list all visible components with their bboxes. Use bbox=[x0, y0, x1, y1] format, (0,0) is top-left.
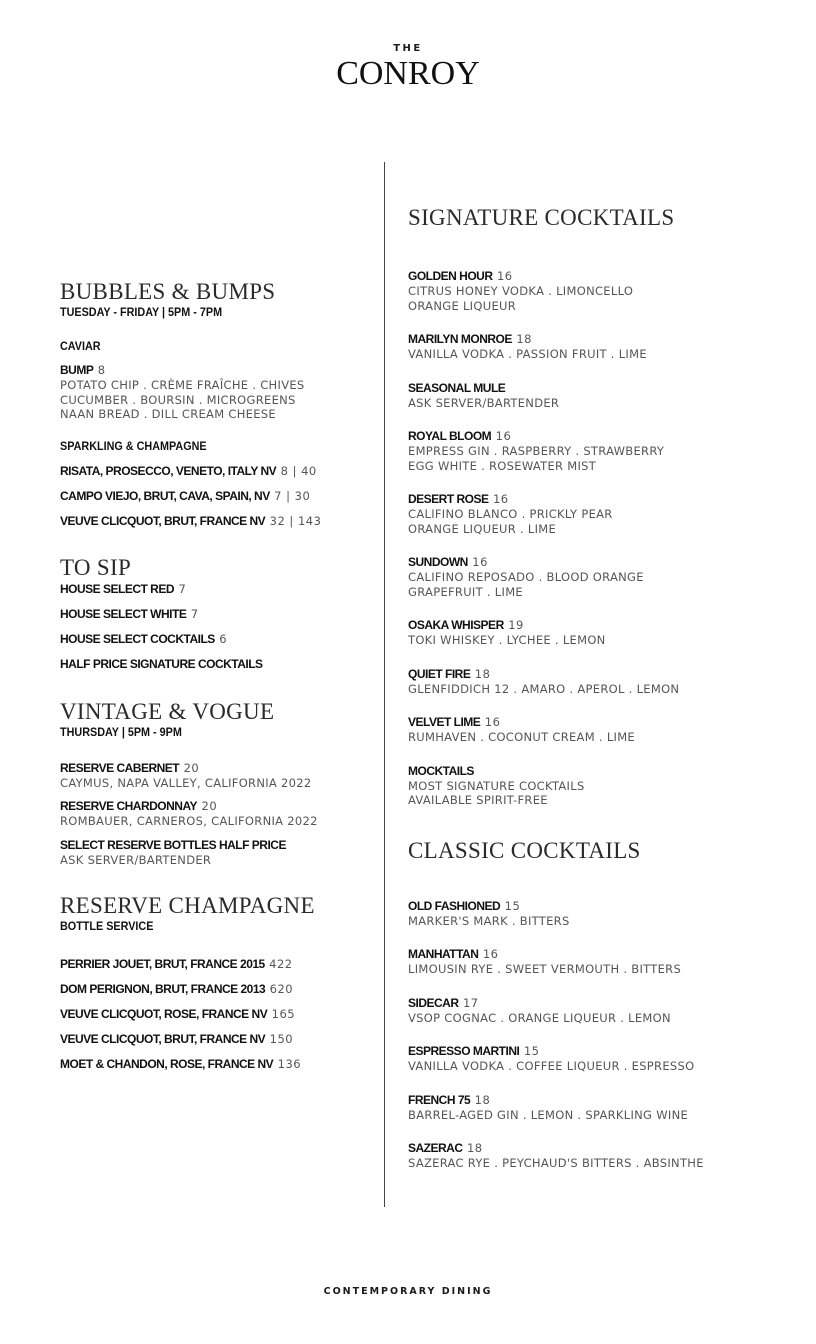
caviar-heading: CAVIAR bbox=[60, 339, 101, 353]
menu-item bbox=[408, 617, 788, 648]
menu-item bbox=[60, 513, 360, 529]
item-price: 16 bbox=[484, 715, 501, 729]
menu-item bbox=[60, 488, 360, 504]
item-desc: AVAILABLE SPIRIT-FREE bbox=[408, 793, 548, 807]
item-name: RISATA, PROSECCO, VENETO, ITALY NV bbox=[60, 463, 277, 478]
menu-item bbox=[60, 581, 360, 597]
item-price: 422 bbox=[269, 957, 293, 971]
item-name: ESPRESSO MARTINI bbox=[408, 1044, 520, 1058]
item-price: 15 bbox=[523, 1044, 540, 1058]
menu-item bbox=[60, 981, 360, 997]
item-name: VELVET LIME bbox=[408, 715, 481, 729]
item-name: FRENCH 75 bbox=[408, 1092, 471, 1107]
item-desc: POTATO CHIP . CRÈME FRAÎCHE . CHIVES bbox=[60, 378, 305, 392]
footer-tagline: CONTEMPORARY DINING bbox=[323, 1286, 493, 1297]
item-name: BUMP bbox=[60, 363, 94, 377]
item-name: SAZERAC bbox=[408, 1141, 463, 1155]
item-desc: GLENFIDDICH 12 . AMARO . APEROL . LEMON bbox=[408, 681, 680, 696]
item-desc: VSOP COGNAC . ORANGE LIQUEUR . LEMON bbox=[408, 1010, 671, 1025]
item-price: 620 bbox=[269, 982, 294, 996]
item-price: 32 | 143 bbox=[269, 513, 322, 528]
item-price: 16 bbox=[472, 555, 488, 569]
menu-item bbox=[60, 362, 360, 378]
section-vintage-vogue bbox=[60, 699, 360, 868]
item-name: OLD FASHIONED bbox=[408, 898, 501, 913]
item-desc: RUMHAVEN . COCONUT CREAM . LIME bbox=[408, 730, 636, 744]
section-title: VINTAGE & VOGUE bbox=[60, 698, 275, 724]
menu-item bbox=[408, 763, 788, 808]
item-name: SUNDOWN bbox=[408, 555, 468, 569]
item-desc: EGG WHITE . ROSEWATER MIST bbox=[408, 458, 597, 473]
item-desc: ASK SERVER/BARTENDER bbox=[60, 852, 212, 867]
section-title: BUBBLES & BUMPS bbox=[60, 279, 276, 304]
menu-item bbox=[60, 956, 360, 972]
item-name: HOUSE SELECT RED bbox=[60, 581, 175, 596]
menu-item bbox=[60, 463, 360, 479]
menu-item bbox=[60, 760, 360, 776]
sparkling-heading: SPARKLING & CHAMPAGNE bbox=[60, 438, 207, 453]
menu-item bbox=[408, 428, 788, 473]
item-name: MOET & CHANDON, ROSE, FRANCE NV bbox=[60, 1057, 274, 1071]
item-price: 7 | 30 bbox=[274, 488, 311, 503]
menu-item bbox=[408, 554, 788, 599]
item-price: 17 bbox=[462, 995, 479, 1010]
item-name: VEUVE CLICQUOT, BRUT, FRANCE NV bbox=[60, 513, 266, 528]
item-price: 150 bbox=[269, 1032, 294, 1046]
item-desc: MARKER'S MARK . BITTERS bbox=[408, 913, 570, 928]
column-divider bbox=[384, 162, 385, 1207]
section-subtitle: THURSDAY | 5PM - 9PM bbox=[60, 724, 182, 739]
item-price: 16 bbox=[492, 492, 509, 506]
item-price: 165 bbox=[271, 1007, 296, 1021]
item-price: 16 bbox=[495, 429, 512, 443]
item-name: RESERVE CHARDONNAY bbox=[60, 799, 198, 813]
section-title: RESERVE CHAMPAGNE bbox=[60, 893, 315, 918]
item-price: 8 bbox=[97, 363, 106, 377]
item-desc: CAYMUS, NAPA VALLEY, CALIFORNIA 2022 bbox=[60, 775, 312, 790]
section-signature-cocktails bbox=[408, 205, 788, 808]
menu-item bbox=[408, 995, 788, 1026]
item-name: DOM PERIGNON, BRUT, FRANCE 2013 bbox=[60, 982, 266, 996]
item-price: 7 bbox=[178, 581, 187, 596]
item-name: SELECT RESERVE BOTTLES HALF PRICE bbox=[60, 837, 286, 852]
menu-item bbox=[408, 331, 788, 362]
right-column bbox=[408, 205, 788, 1171]
item-desc: LIMOUSIN RYE . SWEET VERMOUTH . BITTERS bbox=[408, 962, 682, 976]
item-price: 18 bbox=[474, 666, 491, 681]
item-desc: NAAN BREAD . DILL CREAM CHEESE bbox=[60, 407, 276, 421]
menu-item bbox=[408, 898, 788, 929]
menu-item bbox=[408, 714, 788, 745]
menu-item bbox=[60, 837, 360, 853]
logo-name: CONROY bbox=[336, 55, 480, 92]
menu-item bbox=[408, 1140, 788, 1171]
section-to-sip bbox=[60, 555, 360, 672]
item-name: SEASONAL MULE bbox=[408, 380, 506, 395]
item-desc: CITRUS HONEY VODKA . LIMONCELLO bbox=[408, 284, 634, 298]
item-price: 19 bbox=[508, 618, 524, 632]
item-desc: VANILLA VODKA . COFFEE LIQUEUR . ESPRESSO bbox=[408, 1059, 695, 1073]
item-desc: ORANGE LIQUEUR bbox=[408, 298, 517, 313]
item-name: OSAKA WHISPER bbox=[408, 618, 504, 632]
item-price: 16 bbox=[496, 269, 513, 283]
menu-item bbox=[408, 1092, 788, 1123]
menu-item bbox=[408, 491, 788, 536]
logo-the: THE bbox=[393, 43, 423, 54]
item-desc: ORANGE LIQUEUR . LIME bbox=[408, 521, 557, 536]
menu-item bbox=[60, 1056, 360, 1072]
menu-item bbox=[60, 1006, 360, 1022]
item-price: 8 | 40 bbox=[280, 463, 317, 478]
item-price: 18 bbox=[474, 1092, 491, 1107]
section-subtitle: TUESDAY - FRIDAY | 5PM - 7PM bbox=[60, 305, 223, 319]
item-price: 15 bbox=[504, 898, 521, 913]
item-name: MANHATTAN bbox=[408, 947, 479, 961]
item-price: 7 bbox=[190, 606, 199, 621]
item-desc: GRAPEFRUIT . LIME bbox=[408, 584, 523, 599]
item-name: PERRIER JOUET, BRUT, FRANCE 2015 bbox=[60, 957, 265, 971]
item-desc: VANILLA VODKA . PASSION FRUIT . LIME bbox=[408, 347, 647, 361]
menu-item bbox=[408, 380, 788, 411]
item-desc: MOST SIGNATURE COCKTAILS bbox=[408, 778, 585, 793]
item-name: MARILYN MONROE bbox=[408, 332, 512, 346]
item-price: 18 bbox=[466, 1141, 483, 1155]
section-bubbles-bumps bbox=[60, 279, 360, 529]
item-desc: SAZERAC RYE . PEYCHAUD'S BITTERS . ABSINTHE bbox=[408, 1156, 704, 1170]
item-name: HOUSE SELECT COCKTAILS bbox=[60, 631, 215, 646]
item-name: HALF PRICE SIGNATURE COCKTAILS bbox=[60, 656, 263, 671]
item-desc: ASK SERVER/BARTENDER bbox=[408, 395, 560, 410]
item-price: 136 bbox=[277, 1057, 302, 1071]
menu-item bbox=[60, 631, 360, 647]
item-name: GOLDEN HOUR bbox=[408, 269, 493, 283]
item-name: QUIET FIRE bbox=[408, 666, 471, 681]
item-desc: EMPRESS GIN . RASPBERRY . STRAWBERRY bbox=[408, 444, 665, 458]
menu-item bbox=[60, 798, 360, 814]
item-price: 18 bbox=[516, 332, 532, 346]
item-desc: CALIFINO REPOSADO . BLOOD ORANGE bbox=[408, 570, 644, 584]
section-subtitle: BOTTLE SERVICE bbox=[60, 919, 154, 933]
menu-item bbox=[408, 946, 788, 977]
item-name: RESERVE CABERNET bbox=[60, 760, 180, 775]
menu-item bbox=[60, 606, 360, 622]
item-price: 6 bbox=[219, 631, 228, 646]
item-name: HOUSE SELECT WHITE bbox=[60, 606, 187, 621]
item-desc: CUCUMBER . BOURSIN . MICROGREENS bbox=[60, 392, 296, 407]
item-name: VEUVE CLICQUOT, BRUT, FRANCE NV bbox=[60, 1032, 266, 1046]
item-desc: ROMBAUER, CARNEROS, CALIFORNIA 2022 bbox=[60, 814, 318, 828]
item-name: ROYAL BLOOM bbox=[408, 429, 492, 443]
menu-item bbox=[408, 268, 788, 313]
item-desc: TOKI WHISKEY . LYCHEE . LEMON bbox=[408, 633, 606, 647]
menu-item bbox=[408, 1043, 788, 1074]
item-name: DESERT ROSE bbox=[408, 492, 489, 506]
menu-item bbox=[60, 1031, 360, 1047]
left-column bbox=[60, 279, 360, 1072]
section-classic-cocktails bbox=[408, 838, 788, 1171]
section-title: SIGNATURE COCKTAILS bbox=[408, 205, 675, 230]
item-desc: CALIFINO BLANCO . PRICKLY PEAR bbox=[408, 507, 613, 521]
item-name: SIDECAR bbox=[408, 995, 459, 1010]
menu-item bbox=[408, 666, 788, 697]
item-desc: BARREL-AGED GIN . LEMON . SPARKLING WINE bbox=[408, 1107, 689, 1122]
menu-item bbox=[60, 656, 360, 672]
section-title: TO SIP bbox=[60, 554, 132, 580]
item-name: VEUVE CLICQUOT, ROSE, FRANCE NV bbox=[60, 1007, 268, 1021]
section-title: CLASSIC COCKTAILS bbox=[408, 837, 641, 863]
item-price: 20 bbox=[201, 799, 218, 813]
section-reserve-champagne bbox=[60, 893, 360, 1072]
item-name: CAMPO VIEJO, BRUT, CAVA, SPAIN, NV bbox=[60, 488, 270, 503]
item-name: MOCKTAILS bbox=[408, 763, 474, 778]
item-price: 16 bbox=[482, 947, 499, 961]
item-price: 20 bbox=[183, 760, 200, 775]
